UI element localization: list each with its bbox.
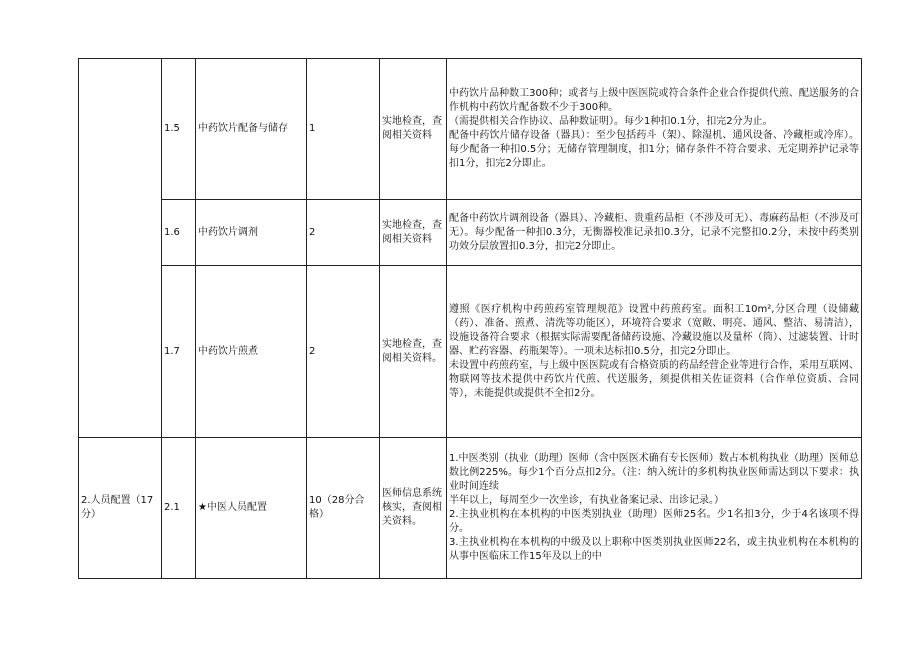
criteria-text: 中药饮片品种数工300种；或者与上级中医医院或符合条件企业合作提供代煎、配送服务的合作机构中药饮片配备数不少于300种。	[449, 88, 859, 113]
criteria-cell	[447, 438, 862, 579]
item-name: ★中医人员配置	[196, 438, 307, 579]
criteria-text: 未设置中药煎药室，与上级中医医院或有合格资质的药品经营企业等进行合作，采用互联网、物联网等技术提供中药饮片代煎、代送服务，须提供相关佐证资料（合作单位资质、合同等），未能提供或提供不全扣2分。	[449, 359, 859, 399]
criteria-text: 配备中药饮片储存设备（器具）：至少包括药斗（架）、除湿机、通风设备、冷藏柜或冷库）。每少配备一种扣0.5分；无储存管理制度，扣1分；储存条件不符合要求、无定期养护记录等扣1分，扣完2分即止。	[449, 130, 859, 169]
criteria-cell	[447, 200, 862, 266]
item-name: 中药饮片配备与储存	[196, 59, 307, 200]
check-method: 实地检查，查阅相关资料	[380, 59, 447, 200]
item-score: 10（28分合格）	[307, 438, 380, 579]
item-score: 2	[307, 200, 380, 266]
criteria-text: 2.主执业机构在本机构的中医类别执业（助理）医师25名。少1名扣3分，少于4名该项不得分。	[449, 509, 859, 534]
criteria-text: 1.中医类别（执业（助理）医师（含中医医术确有专长医师）数占本机构执业（助理）医师总数比例225%。每少1个百分点扣2分。（注：纳入统计的多机构执业医师需达到以下要求：执业时间连续	[449, 453, 859, 492]
item-name: 中药饮片煎煮	[196, 266, 307, 438]
criteria-text: 配备中药饮片调剂设备（器具）、冷藏柜、贵重药品柜（不涉及可无）、毒麻药品柜（不涉及可无）。每少配备一种扣0.3分，无衡器校准记录扣0.3分，记录不完整扣0.2分，未按中药类别功效分层放置扣0.3分，扣完2分即止。	[449, 212, 859, 252]
criteria-text: （需提供相关合作协议、品种数证明）。每少1种扣0.1分，扣完2分为止。	[449, 116, 773, 127]
table-row	[79, 266, 862, 438]
table-row	[79, 59, 862, 200]
category-cell	[79, 59, 162, 438]
evaluation-table	[78, 58, 862, 579]
category-cell: 2.人员配置（17分）	[79, 438, 162, 579]
table-row	[79, 438, 862, 579]
criteria-text: 3.主执业机构在本机构的中级及以上职称中医类别执业医师22名，或主执业机构在本机构的从事中医临床工作15年及以上的中	[449, 537, 859, 562]
item-number: 2.1	[162, 438, 196, 579]
item-score: 1	[307, 59, 380, 200]
item-name: 中药饮片调剂	[196, 200, 307, 266]
check-method: 实地检查，查阅相关资料。	[380, 266, 447, 438]
criteria-cell	[447, 266, 862, 438]
item-number: 1.7	[162, 266, 196, 438]
check-method: 实地检查，查阅相关资料	[380, 200, 447, 266]
criteria-cell	[447, 59, 862, 200]
item-number: 1.5	[162, 59, 196, 200]
criteria-text: 半年以上，每周至少一次坐诊，有执业备案记录、出诊记录。）	[449, 495, 724, 506]
criteria-text: 遵照《医疗机构中药煎药室管理规范》设置中药煎药室。面积工10m²,分区合理（设储藏（药）、准备、煎煮、清洗等功能区），环境符合要求（宽敞、明亮、通风、整洁、易清洁），设施设备符合要求（根据实际需要配备储药设施、冷藏设施以及量杯（筒）、过滤装置、计时器、贮药容器、药瓶架等）。一项未达标扣0.5分，扣完2分即止。	[449, 303, 859, 357]
item-number: 1.6	[162, 200, 196, 266]
table-row	[79, 200, 862, 266]
check-method: 医师信息系统核实，查阅相关资料。	[380, 438, 447, 579]
item-score: 2	[307, 266, 380, 438]
